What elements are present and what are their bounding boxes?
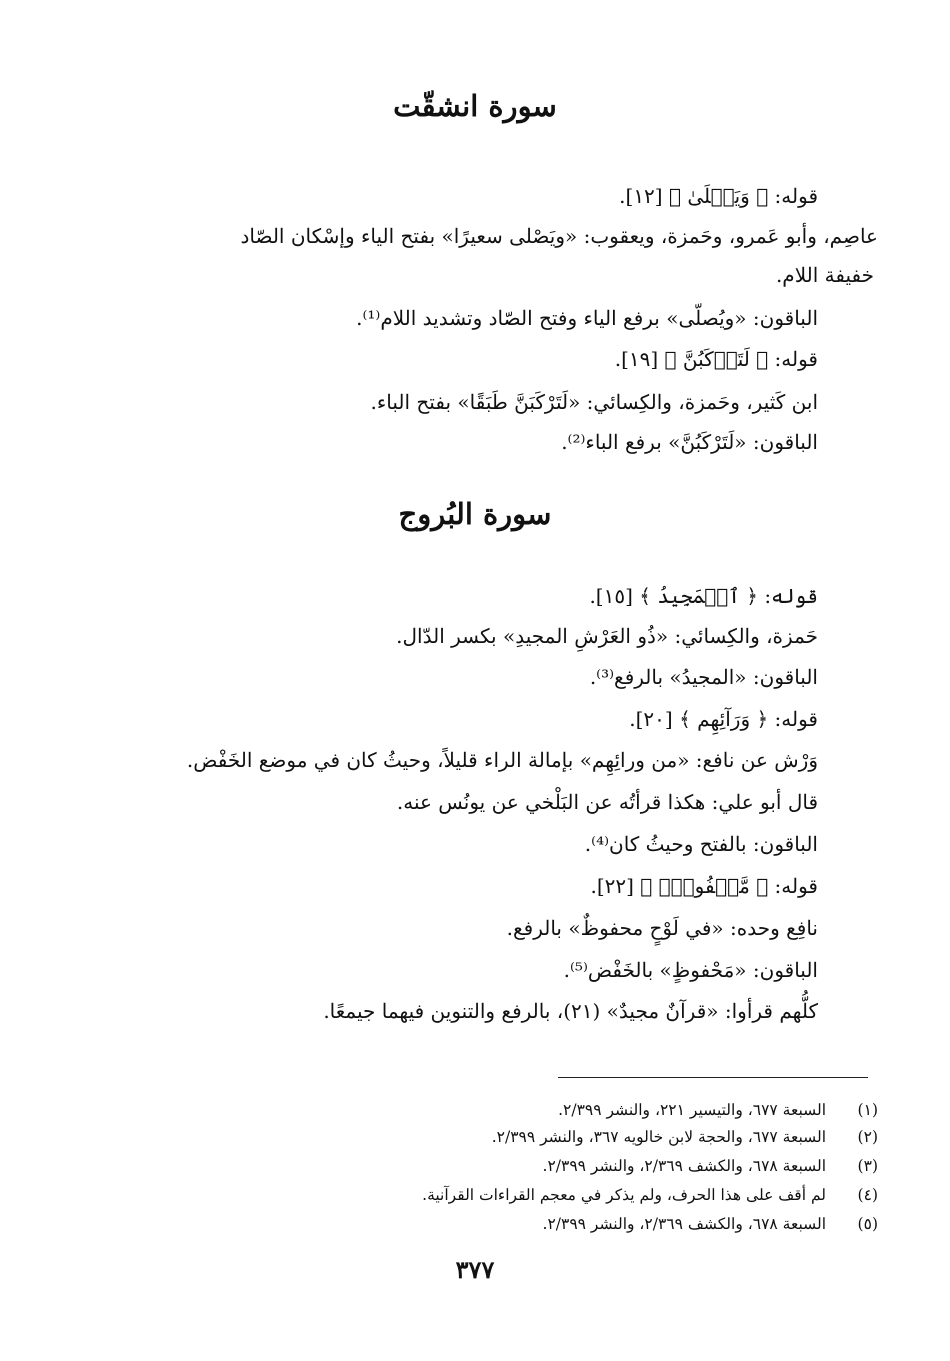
footnote bbox=[40, 1212, 878, 1236]
footnote-number: (١) bbox=[857, 1101, 878, 1119]
text-line: وَرْش عن نافع: «من ورائِهِم» بإمالة الراء قليلاً، وحيثُ كان في موضع الخَفْض. bbox=[186, 748, 818, 772]
footnote-text: لم أقف على هذا الحرف، ولم يذكر في معجم القراءات القرآنية. bbox=[422, 1186, 826, 1204]
text-line: الباقون: «مَحْفوظٍ» بالخَفْض⁽⁵⁾. bbox=[563, 958, 818, 982]
text-line: قوله: ﴿ ٱلۡمَجِيدُ ﴾ [١٥]. bbox=[589, 584, 818, 608]
text-line: قال أبو علي: هكذا قرأتُه عن البَلْخي عن يونُس عنه. bbox=[396, 790, 818, 814]
text-line: نافِع وحده: «في لَوْحٍ محفوظٌ» بالرفع. bbox=[506, 916, 818, 940]
text-line: الباقون: «لَتَرْكَبُنَّ» برفع الباء⁽²⁾. bbox=[561, 430, 818, 454]
footnote bbox=[40, 1125, 878, 1149]
footnote-text: السبعة ٦٧٨، والكشف ٢/٣٦٩، والنشر ٢/٣٩٩. bbox=[542, 1215, 826, 1233]
footnote-text: السبعة ٦٧٧، والحجة لابن خالويه ٣٦٧، والنشر ٢/٣٩٩. bbox=[491, 1128, 826, 1146]
footnote-number: (٢) bbox=[857, 1128, 878, 1146]
text-line: قوله: ﴿ وَيَصۡلَىٰ ﴾ [١٢]. bbox=[619, 184, 818, 208]
text-line: قوله: ﴿ وَرَآئِهِم ﴾ [٢٠]. bbox=[629, 707, 818, 731]
text-line: قوله: ﴿ مَّحۡفُوظِۭ ﴾ [٢٢]. bbox=[590, 874, 818, 898]
footnote-number: (٤) bbox=[857, 1186, 878, 1204]
text-line: الباقون: «المجيدُ» بالرفع⁽³⁾. bbox=[589, 665, 818, 689]
text-line: كلُّهم قرأوا: «قرآنٌ مجيدٌ» (٢١)، بالرفع والتنوين فيهما جيمعًا. bbox=[323, 999, 818, 1023]
footnote-number: (٣) bbox=[857, 1157, 878, 1175]
text-line: عاصِم، وأبو عَمرو، وحَمزة، ويعقوب: «ويَصْلى سعيرًا» بفتح الياء وإسْكان الصّاد bbox=[240, 224, 878, 248]
text-line: خفيفة اللام. bbox=[775, 263, 874, 287]
footnote bbox=[40, 1154, 878, 1178]
text-line: الباقون: «ويُصلّى» برفع الياء وفتح الصّاد وتشديد اللام⁽¹⁾. bbox=[356, 306, 818, 330]
text-line: ابن كَثير، وحَمزة، والكِسائي: «لَتَرْكَبَنَّ طَبَقًا» بفتح الباء. bbox=[370, 390, 818, 414]
page-number: ٣٧٧ bbox=[455, 1255, 495, 1284]
text-line: قوله: ﴿ لَتَرۡكَبُنَّ ﴾ [١٩]. bbox=[614, 347, 818, 371]
footnote-text: السبعة ٦٧٨، والكشف ٢/٣٦٩، والنشر ٢/٣٩٩. bbox=[542, 1157, 826, 1175]
text-line: الباقون: بالفتح وحيثُ كان⁽⁴⁾. bbox=[584, 832, 818, 856]
footnote bbox=[40, 1098, 878, 1122]
footnote-divider bbox=[558, 1077, 868, 1078]
text-line: حَمزة، والكِسائي: «ذُو العَرْشِ المجيدِ» بكسر الدّال. bbox=[396, 624, 818, 648]
footnote bbox=[40, 1183, 878, 1207]
footnote-text: السبعة ٦٧٧، والتيسير ٢٢١، والنشر ٢/٣٩٩. bbox=[558, 1101, 826, 1119]
surah-title-buruj: سورة البُروج bbox=[398, 497, 552, 531]
footnote-number: (٥) bbox=[857, 1215, 878, 1233]
surah-title-inshiqaq: سورة انشقّت bbox=[393, 89, 557, 123]
